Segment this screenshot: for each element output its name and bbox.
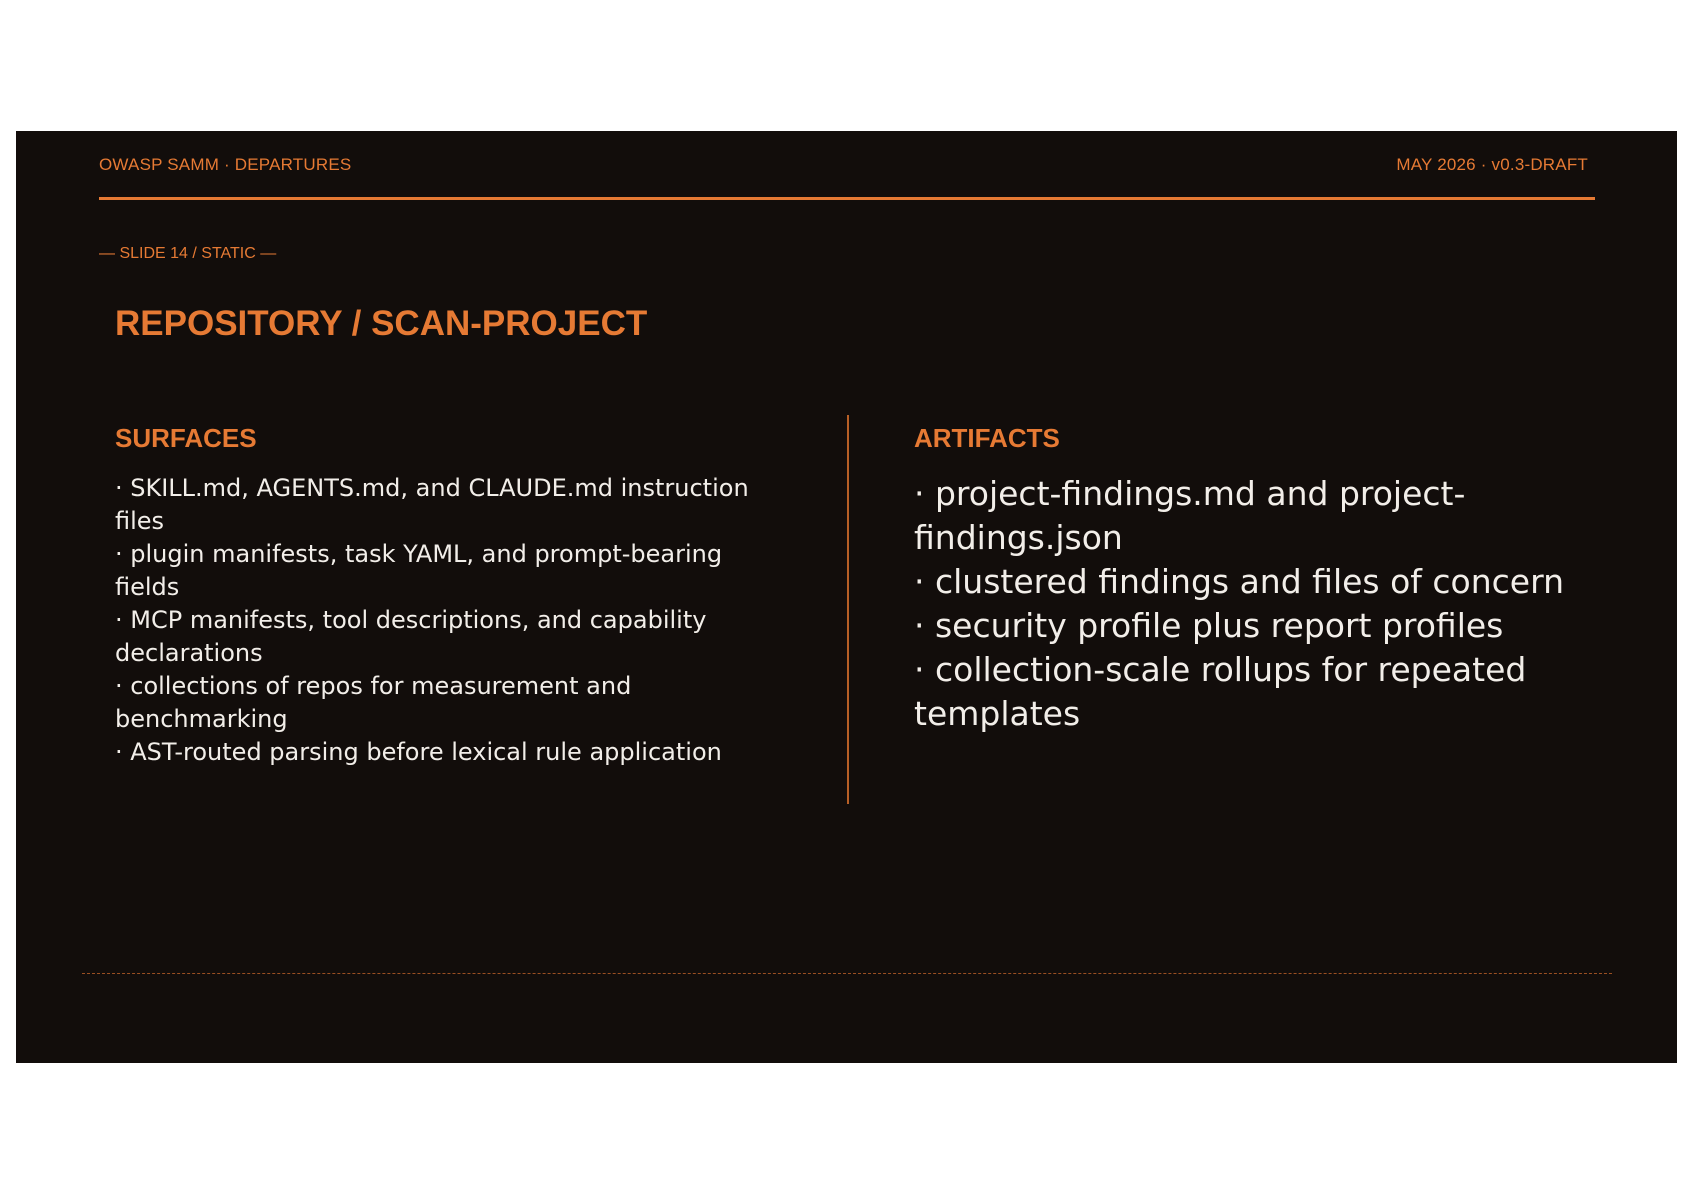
slide-tag: — SLIDE 14 / STATIC — — [99, 245, 277, 262]
artifacts-item: · security profile plus report profiles — [914, 606, 1504, 645]
artifacts-item: · collection-scale rollups for repeated templates — [914, 650, 1527, 733]
surfaces-item: · collections of repos for measurement and benchmarking — [115, 672, 632, 733]
surfaces-item: · SKILL.md, AGENTS.md, and CLAUDE.md instruction files — [115, 474, 749, 535]
surfaces-item: · AST-routed parsing before lexical rule application — [115, 738, 722, 766]
header-right-label: MAY 2026 · v0.3-DRAFT — [1396, 155, 1588, 174]
artifacts-item: · project-findings.md and project-findings.json — [914, 474, 1466, 557]
surfaces-list — [115, 472, 780, 769]
header-divider — [99, 197, 1595, 200]
surfaces-item: · plugin manifests, task YAML, and prompt-bearing fields — [115, 540, 723, 601]
header-left-label: OWASP SAMM · DEPARTURES — [99, 155, 352, 174]
artifacts-heading: ARTIFACTS — [914, 423, 1060, 453]
artifacts-item: · clustered findings and files of concern — [914, 562, 1564, 601]
artifacts-list — [914, 472, 1614, 736]
surfaces-item: · MCP manifests, tool descriptions, and capability declarations — [115, 606, 707, 667]
slide-title: REPOSITORY / SCAN-PROJECT — [115, 304, 648, 343]
surfaces-heading: SURFACES — [115, 423, 257, 453]
column-divider — [847, 415, 849, 804]
footer-divider — [82, 973, 1612, 974]
slide — [16, 131, 1677, 1063]
